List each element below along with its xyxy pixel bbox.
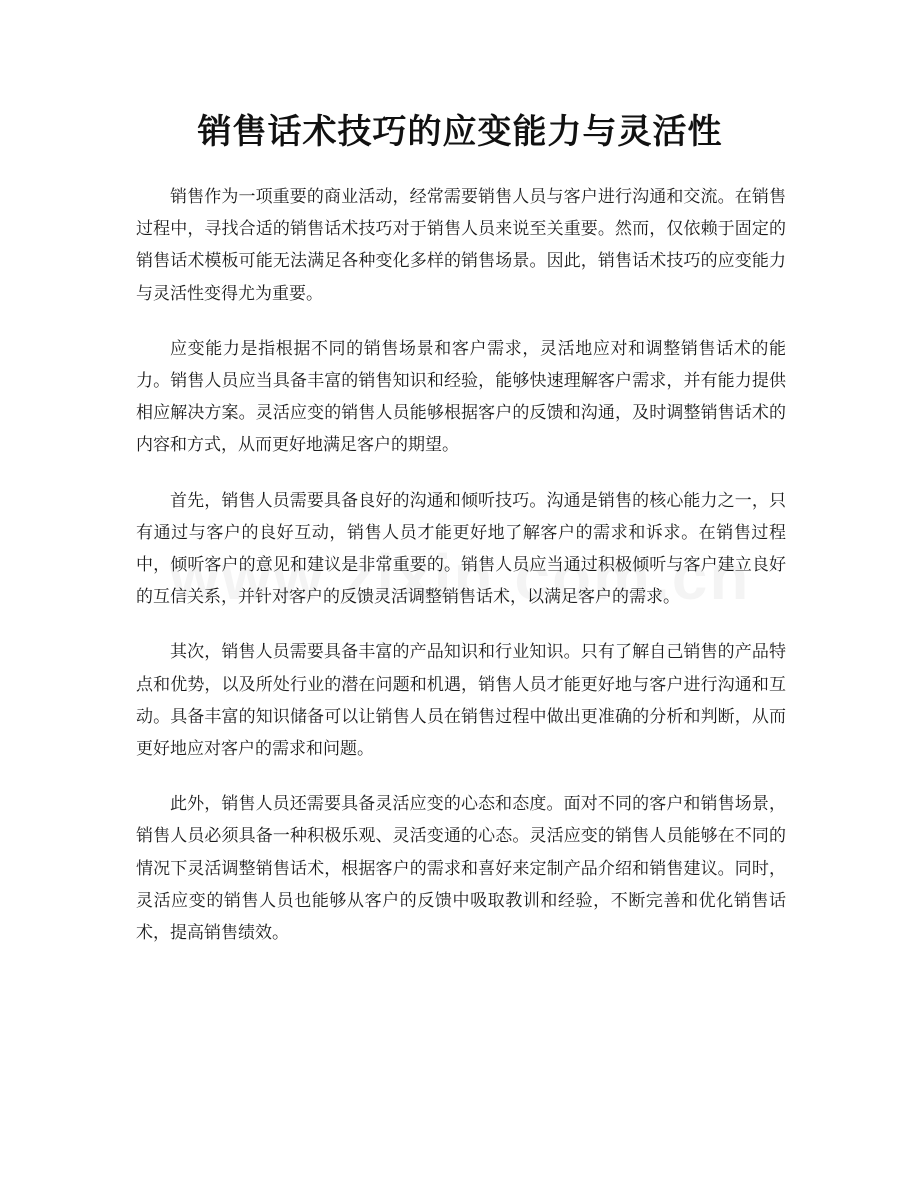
document-body xyxy=(136,181,786,972)
paragraph-3: 首先，销售人员需要具备良好的沟通和倾听技巧。沟通是销售的核心能力之一，只有通过与客户的良好互动，销售人员才能更好地了解客户的需求和诉求。在销售过程中，倾听客户的意见和建议是非常重要的。销售人员应当通过积极倾听与客户建立良好的互信关系，并针对客户的反馈灵活调整销售话术，以满足客户的需求。 xyxy=(136,490,786,608)
paragraph-4: 其次，销售人员需要具备丰富的产品知识和行业知识。只有了解自己销售的产品特点和优势，以及所处行业的潜在问题和机遇，销售人员才能更好地与客户进行沟通和互动。具备丰富的知识储备可以让销售人员在销售过程中做出更准确的分析和判断，从而更好地应对客户的需求和问题。 xyxy=(136,642,786,760)
paragraph-2: 应变能力是指根据不同的销售场景和客户需求，灵活地应对和调整销售话术的能力。销售人员应当具备丰富的销售知识和经验，能够快速理解客户需求，并有能力提供相应解决方案。灵活应变的销售人员能够根据客户的反馈和沟通，及时调整销售话术的内容和方式，从而更好地满足客户的期望。 xyxy=(136,338,786,456)
paragraph-1: 销售作为一项重要的商业活动，经常需要销售人员与客户进行沟通和交流。在销售过程中，寻找合适的销售话术技巧对于销售人员来说至关重要。然而，仅依赖于固定的销售话术模板可能无法满足各种变化多样的销售场景。因此，销售话术技巧的应变能力与灵活性变得尤为重要。 xyxy=(136,187,786,304)
paragraph-5: 此外，销售人员还需要具备灵活应变的心态和态度。面对不同的客户和销售场景，销售人员必须具备一种积极乐观、灵活变通的心态。灵活应变的销售人员能够在不同的情况下灵活调整销售话术，根据客户的需求和喜好来定制产品介绍和销售建议。同时，灵活应变的销售人员也能够从客户的反馈中吸取教训和经验，不断完善和优化销售话术，提高销售绩效。 xyxy=(136,794,786,944)
document-title: 销售话术技巧的应变能力与灵活性 xyxy=(197,112,723,152)
